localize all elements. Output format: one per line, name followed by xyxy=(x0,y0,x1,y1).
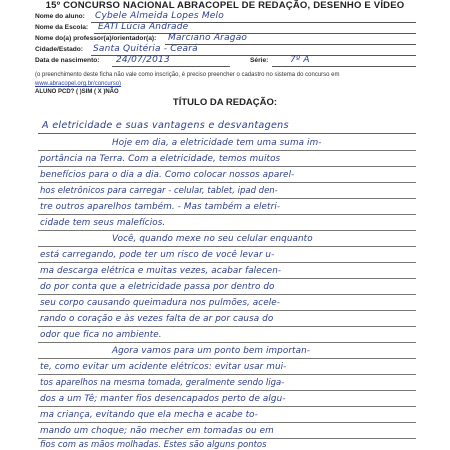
grade-value: 7º A xyxy=(290,55,310,65)
teacher-name-value: Marciano Aragão xyxy=(168,33,248,43)
essay-line: seu corpo causando queimadura nos pulmões, acele- xyxy=(40,298,281,308)
essay-line: Hoje em dia, a eletricidade tem uma suma im- xyxy=(112,138,322,148)
essay-line: fios com as mãos molhadas. Estes são alguns pontos xyxy=(40,440,267,450)
teacher-name-line xyxy=(165,44,416,45)
birth-date-value: 24/07/2013 xyxy=(116,55,170,65)
registration-note: (o preenchimento deste ficha não vale como inscrição, é preciso preencher o cadastro no sistema do concurso em xyxy=(35,72,340,78)
grade-label: Série: xyxy=(250,57,269,64)
essay-title-heading: TÍTULO DA REDAÇÃO: xyxy=(172,97,278,108)
ruled-line xyxy=(38,294,416,295)
ruled-line xyxy=(38,358,416,359)
essay-line: portância na Terra. Com a eletricidade, temos muitos xyxy=(40,154,281,164)
student-name-label: Nome do aluno: xyxy=(35,13,85,20)
essay-line: odor que fica no ambiente. xyxy=(40,330,162,340)
student-name-value: Cybele Almeida Lopes Melo xyxy=(95,11,224,21)
essay-line: Você, quando mexe no seu celular enquanto xyxy=(112,234,313,244)
essay-line: cidade tem seus malefícios. xyxy=(40,218,166,228)
contest-link[interactable]: www.abracopel.org.br/concurso) xyxy=(35,81,122,87)
ruled-line xyxy=(38,422,416,423)
city-state-label: Cidade/Estado: xyxy=(35,46,83,53)
essay-line: está carregando, pode ter um risco de você levar u- xyxy=(40,250,275,260)
ruled-line xyxy=(38,262,416,263)
contest-header: 15º CONCURSO NACIONAL ABRACOPEL DE REDAÇÃO, DESENHO E VÍDEO xyxy=(45,0,405,11)
ruled-line xyxy=(38,166,416,167)
essay-line: tre outros aparelhos também. - Mas também a eletri- xyxy=(40,202,281,212)
ruled-line xyxy=(38,182,416,183)
essay-line: benefícios para o dia a dia. Como colocar nossos aparel- xyxy=(40,170,295,180)
ruled-line xyxy=(38,342,416,343)
essay-title-value: A eletricidade e suas vantagens e desvantagens xyxy=(42,120,289,131)
ruled-line xyxy=(38,278,416,279)
grade-line xyxy=(272,66,416,67)
ruled-line xyxy=(38,246,416,247)
ruled-line xyxy=(38,438,416,439)
essay-line: Agora vamos para um ponto bem importan- xyxy=(112,346,311,356)
school-name-value: EATI Lúcia Andrade xyxy=(98,22,189,32)
birth-date-line xyxy=(112,66,230,67)
school-name-line xyxy=(94,33,416,34)
teacher-name-label: Nome do(a) professor(a)/orientador(a): xyxy=(35,35,157,42)
essay-line: rando o coração e às vezes falta de ar por causa do xyxy=(40,314,274,324)
ruled-line xyxy=(38,230,416,231)
birth-date-label: Data de nascimento: xyxy=(35,57,100,64)
ruled-line xyxy=(38,214,416,215)
ruled-line xyxy=(38,390,416,391)
ruled-line xyxy=(38,198,416,199)
ruled-line xyxy=(38,374,416,375)
essay-line: mando um choque; não mecher em tomadas ou em xyxy=(40,426,274,436)
ruled-line xyxy=(38,326,416,327)
school-name-label: Nome da Escola: xyxy=(35,24,89,31)
essay-line: ma criança, evitando que ela mecha e acabe to- xyxy=(40,410,258,420)
essay-line: dos a um Tê; manter fios desencapados perto de algu- xyxy=(40,394,286,404)
essay-line: tos aparelhos na mesma tomada, geralmente sendo liga- xyxy=(40,378,285,388)
ruled-line xyxy=(38,310,416,311)
pcd-question: ALUNO PCD? ( )SIM ( X )NÃO xyxy=(35,89,119,95)
ruled-line xyxy=(38,150,416,151)
essay-title-line xyxy=(38,133,416,134)
ruled-line xyxy=(38,406,416,407)
essay-line: do por conta que a eletricidade passa por dentro do xyxy=(40,282,275,292)
essay-line: ma descarga elétrica e muitas vezes, acabar falecen- xyxy=(40,266,282,276)
essay-line: hos eletrônicos para carregar - celular, tablet, ipad den- xyxy=(40,186,278,196)
city-state-value: Santa Quitéria - Ceará xyxy=(93,44,198,54)
essay-line: te, como evitar um acidente elétricos: evitar usar mui- xyxy=(40,362,287,372)
